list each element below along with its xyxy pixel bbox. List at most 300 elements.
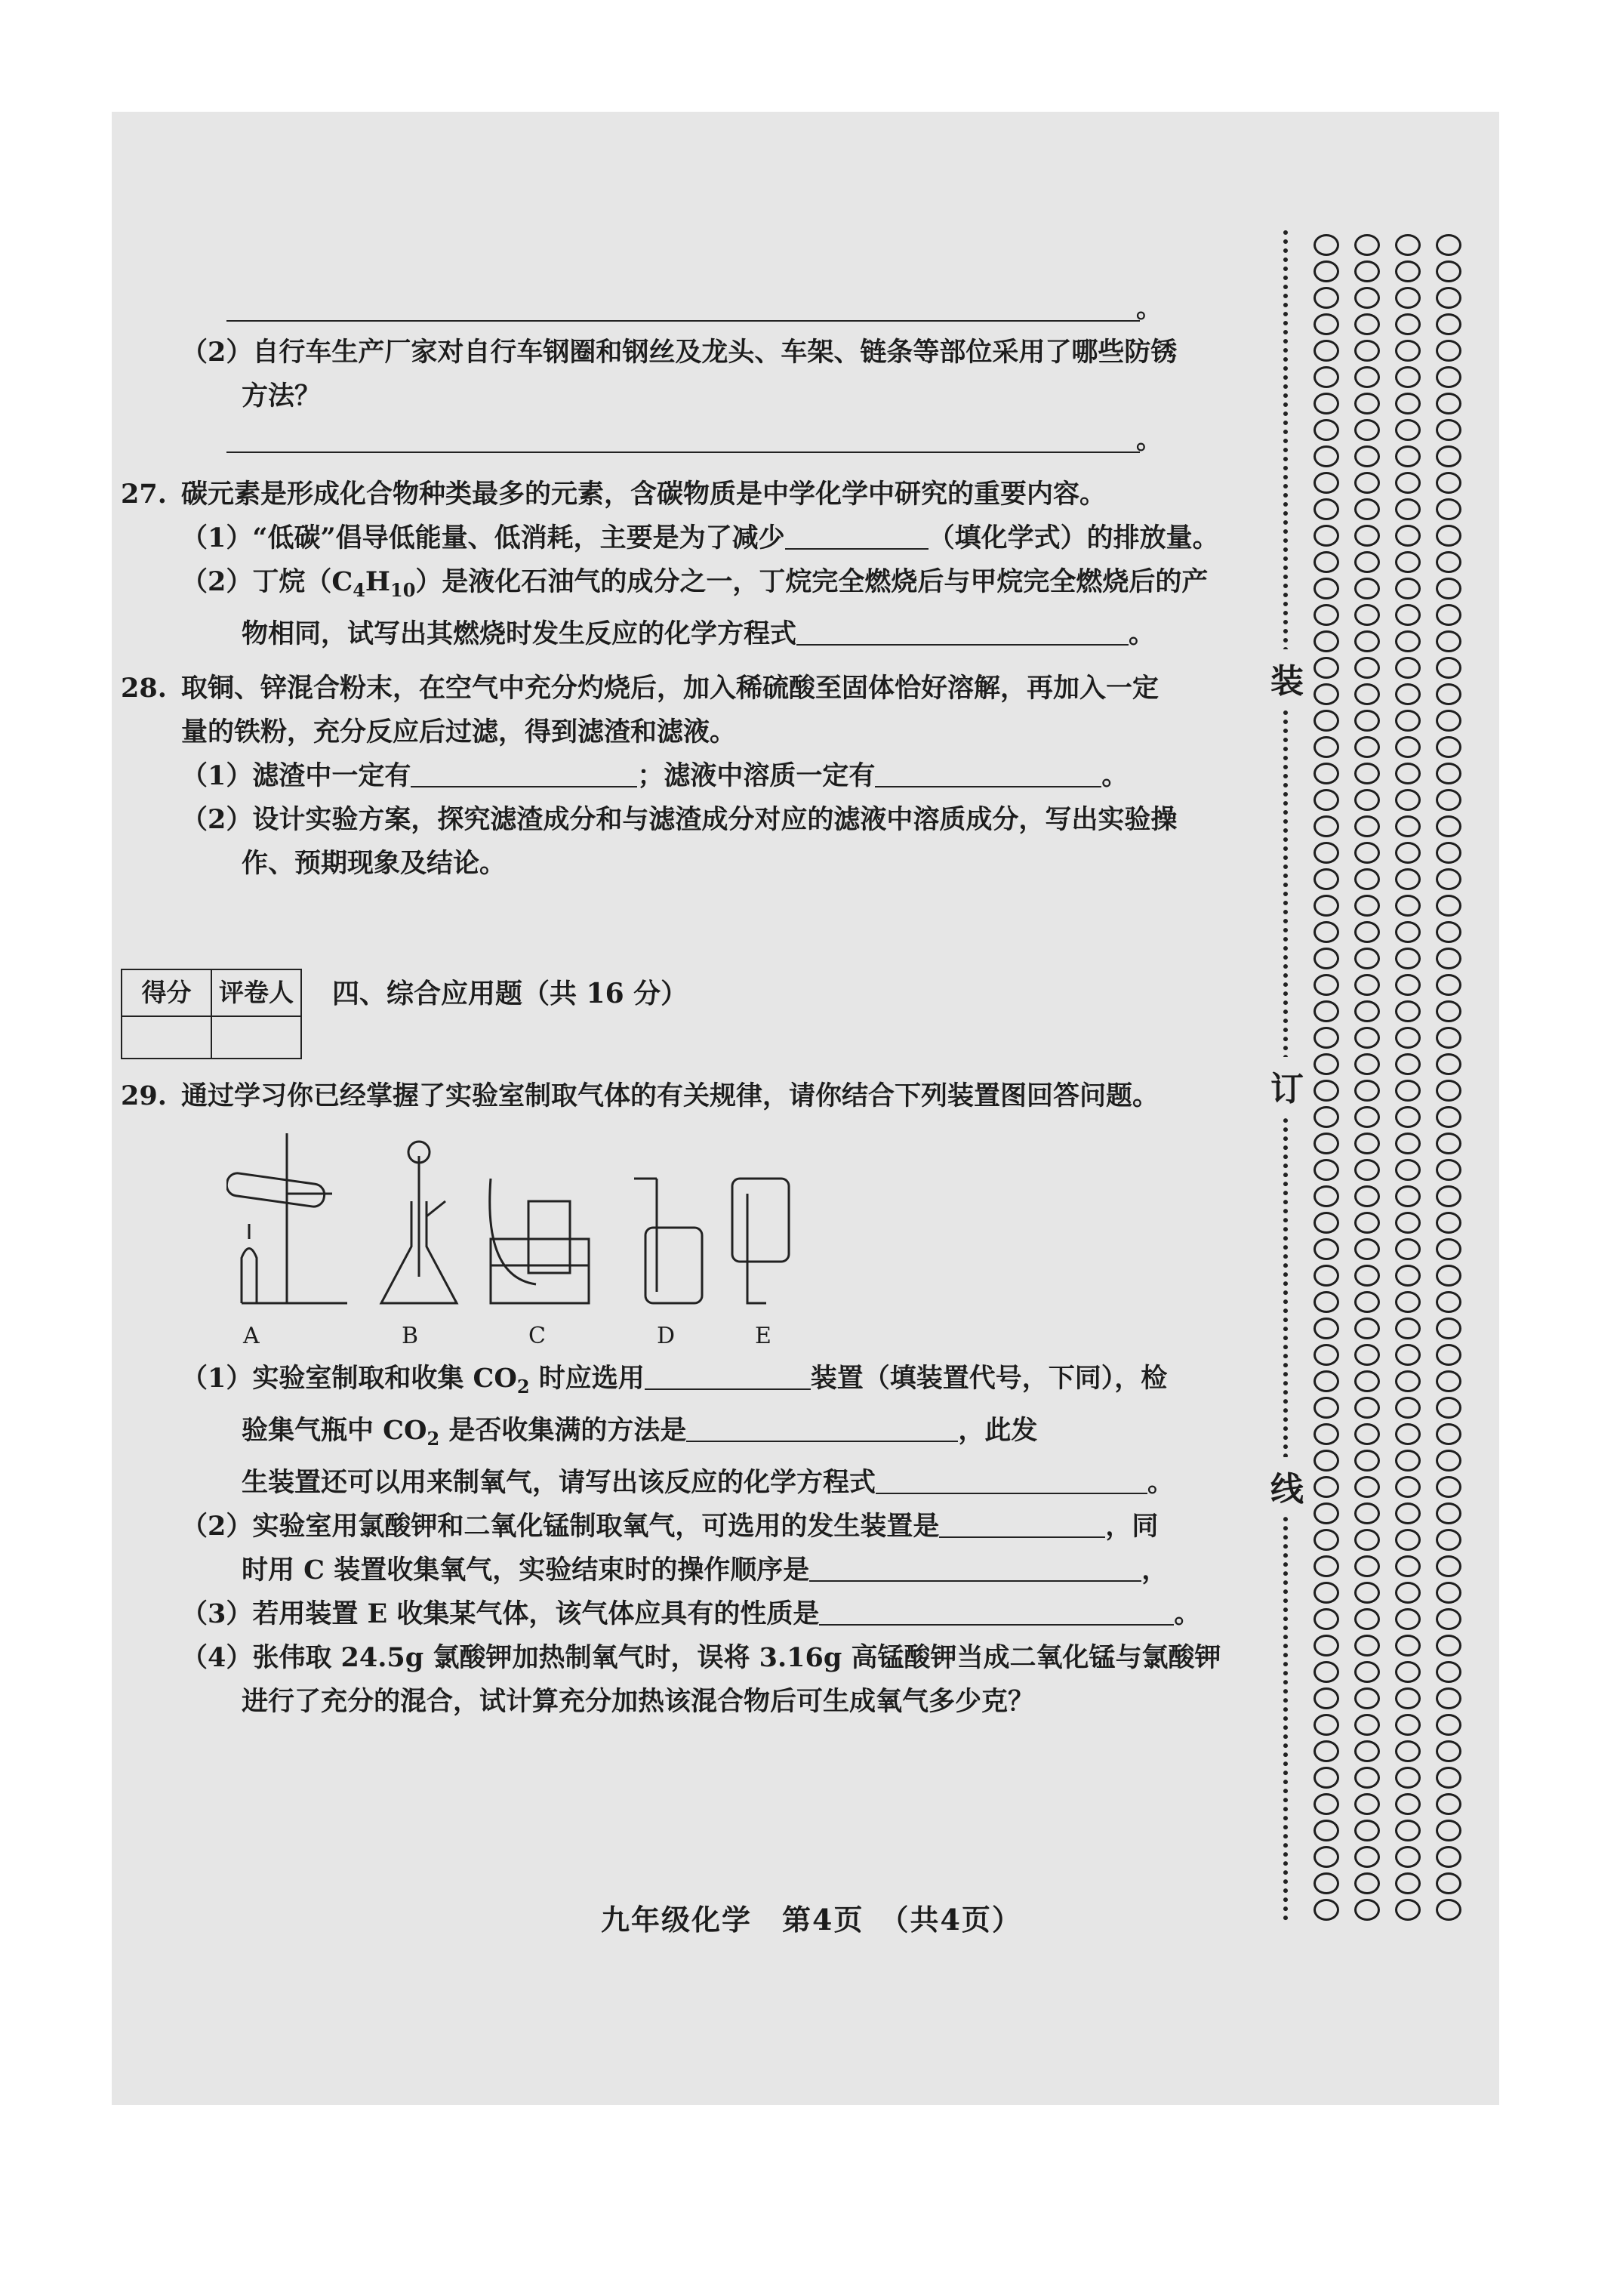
answer-blank[interactable] bbox=[645, 1363, 811, 1390]
binding-hole bbox=[1395, 578, 1421, 599]
binding-hole bbox=[1436, 1714, 1461, 1736]
binding-hole bbox=[1436, 366, 1461, 388]
answer-blank[interactable] bbox=[809, 1555, 1141, 1582]
binding-hole bbox=[1354, 763, 1380, 784]
binding-hole bbox=[1313, 921, 1339, 943]
binding-hole bbox=[1436, 1793, 1461, 1815]
binding-hole bbox=[1436, 1053, 1461, 1075]
answer-blank[interactable] bbox=[686, 1415, 958, 1442]
binding-hole bbox=[1313, 1529, 1339, 1551]
binding-hole bbox=[1313, 1212, 1339, 1234]
binding-hole bbox=[1313, 445, 1339, 467]
binding-hole bbox=[1354, 1318, 1380, 1339]
binding-hole bbox=[1313, 1608, 1339, 1630]
binding-hole bbox=[1436, 1397, 1461, 1419]
binding-hole bbox=[1354, 604, 1380, 626]
q29-p1-line3-text: 生装置还可以用来制氧气，请写出该反应的化学方程式 bbox=[242, 1467, 876, 1498]
binding-hole bbox=[1313, 657, 1339, 679]
subscript: 4 bbox=[353, 579, 365, 601]
apparatus-label-c: C bbox=[528, 1323, 546, 1349]
binding-hole bbox=[1354, 578, 1380, 599]
binding-hole bbox=[1313, 313, 1339, 335]
apparatus-label-a: A bbox=[243, 1323, 260, 1349]
binding-hole bbox=[1395, 683, 1421, 705]
binding-hole bbox=[1436, 842, 1461, 864]
binding-holes bbox=[1313, 234, 1477, 1925]
binding-hole bbox=[1436, 525, 1461, 547]
binding-hole bbox=[1354, 1027, 1380, 1049]
answer-line[interactable] bbox=[121, 287, 1170, 331]
score-box bbox=[121, 969, 302, 1059]
binding-hole bbox=[1436, 815, 1461, 837]
binding-hole bbox=[1354, 710, 1380, 732]
binding-hole bbox=[1395, 1846, 1421, 1868]
binding-hole bbox=[1436, 234, 1461, 256]
period: 。 bbox=[1135, 293, 1163, 324]
binding-hole bbox=[1354, 1450, 1380, 1472]
binding-hole bbox=[1436, 789, 1461, 811]
part-label: （4） bbox=[181, 1642, 253, 1673]
binding-hole bbox=[1354, 445, 1380, 467]
binding-hole bbox=[1395, 815, 1421, 837]
q29-p1-text: 实验室制取和收集 CO bbox=[252, 1363, 517, 1394]
binding-hole bbox=[1436, 472, 1461, 494]
binding-hole bbox=[1354, 393, 1380, 415]
period: 。 bbox=[1129, 618, 1156, 649]
binding-hole bbox=[1313, 1502, 1339, 1524]
binding-hole bbox=[1395, 1370, 1421, 1392]
binding-hole bbox=[1313, 578, 1339, 599]
binding-hole bbox=[1395, 1555, 1421, 1577]
binding-hole bbox=[1354, 551, 1380, 573]
part-label: （2） bbox=[181, 804, 253, 835]
binding-hole bbox=[1354, 1740, 1380, 1762]
binding-hole bbox=[1436, 445, 1461, 467]
delivery-tube bbox=[427, 1201, 445, 1216]
binding-hole bbox=[1313, 815, 1339, 837]
binding-hole bbox=[1313, 1291, 1339, 1313]
binding-hole bbox=[1354, 340, 1380, 362]
binding-hole bbox=[1436, 498, 1461, 520]
score-cell[interactable] bbox=[122, 1016, 211, 1059]
apparatus-diagram bbox=[226, 1126, 981, 1352]
part-label: （2） bbox=[181, 1511, 253, 1542]
q26-part2 bbox=[121, 331, 1178, 374]
binding-hole bbox=[1354, 1397, 1380, 1419]
binding-hole bbox=[1313, 1238, 1339, 1260]
binding-hole bbox=[1313, 498, 1339, 520]
q26-part2-line2: 方法？ bbox=[242, 381, 322, 411]
binding-hole bbox=[1395, 1344, 1421, 1366]
q28-stem bbox=[121, 667, 1170, 710]
subscript: 10 bbox=[390, 579, 416, 601]
q28-stem-line2: 量的铁粉，充分反应后过滤，得到滤渣和滤液。 bbox=[181, 717, 737, 747]
binding-hole bbox=[1313, 1000, 1339, 1022]
q28-part2 bbox=[121, 798, 1178, 842]
binding-hole bbox=[1436, 578, 1461, 599]
binding-hole bbox=[1354, 366, 1380, 388]
binding-hole bbox=[1354, 1370, 1380, 1392]
section-header bbox=[121, 969, 1170, 1059]
binding-hole bbox=[1395, 1106, 1421, 1128]
q29-part2 bbox=[121, 1505, 1170, 1549]
period: 。 bbox=[1174, 1598, 1201, 1629]
binding-hole bbox=[1354, 1291, 1380, 1313]
apparatus-drawing bbox=[226, 1126, 981, 1352]
q29-p1-after: 时应选用 bbox=[529, 1363, 645, 1394]
binding-hole bbox=[1395, 789, 1421, 811]
binding-hole bbox=[1436, 1899, 1461, 1921]
binding-hole bbox=[1354, 630, 1380, 652]
binding-hole bbox=[1436, 1820, 1461, 1841]
binding-hole bbox=[1395, 1635, 1421, 1657]
binding-hole bbox=[1436, 1370, 1461, 1392]
binding-hole bbox=[1436, 736, 1461, 758]
binding-hole bbox=[1313, 868, 1339, 890]
page-footer: 九年级化学 第4页 （共4页） bbox=[601, 1903, 1022, 1937]
binding-hole bbox=[1395, 921, 1421, 943]
binding-hole bbox=[1313, 340, 1339, 362]
binding-hole bbox=[1313, 260, 1339, 282]
binding-hole bbox=[1436, 1423, 1461, 1445]
q29-p3-text: 若用装置 E 收集某气体，该气体应具有的性质是 bbox=[252, 1598, 820, 1629]
binding-hole bbox=[1395, 868, 1421, 890]
binding-hole bbox=[1313, 1582, 1339, 1604]
binding-hole bbox=[1313, 1714, 1339, 1736]
binding-hole bbox=[1395, 260, 1421, 282]
binding-hole bbox=[1354, 1555, 1380, 1577]
binding-hole bbox=[1436, 1582, 1461, 1604]
binding-hole bbox=[1436, 287, 1461, 309]
binding-hole bbox=[1395, 1608, 1421, 1630]
binding-hole bbox=[1395, 1767, 1421, 1789]
score-label: 得分 bbox=[122, 969, 211, 1016]
q29-p4-line2: 进行了充分的混合，试计算充分加热该混合物后可生成氧气多少克？ bbox=[242, 1686, 1035, 1717]
binding-hole bbox=[1395, 445, 1421, 467]
binding-hole bbox=[1436, 393, 1461, 415]
binding-hole bbox=[1436, 1080, 1461, 1102]
grader-cell[interactable] bbox=[211, 1016, 301, 1059]
subscript: 2 bbox=[427, 1428, 440, 1450]
binding-hole bbox=[1436, 1185, 1461, 1207]
binding-hole bbox=[1436, 1159, 1461, 1181]
binding-hole bbox=[1354, 1899, 1380, 1921]
binding-hole bbox=[1313, 604, 1339, 626]
binding-hole bbox=[1395, 287, 1421, 309]
answer-blank[interactable] bbox=[819, 1598, 1174, 1626]
binding-hole bbox=[1436, 1476, 1461, 1498]
binding-hole bbox=[1354, 498, 1380, 520]
binding-hole bbox=[1436, 763, 1461, 784]
q29-part3 bbox=[121, 1592, 1201, 1636]
binding-hole bbox=[1313, 1476, 1339, 1498]
binding-hole bbox=[1354, 1846, 1380, 1868]
binding-hole bbox=[1354, 895, 1380, 917]
q27-part1 bbox=[121, 516, 1219, 560]
q27-part2 bbox=[121, 560, 1209, 612]
binding-hole bbox=[1436, 630, 1461, 652]
binding-hole bbox=[1354, 736, 1380, 758]
binding-hole bbox=[1354, 1608, 1380, 1630]
binding-hole bbox=[1436, 1344, 1461, 1366]
part-label: （1） bbox=[181, 760, 253, 791]
binding-hole bbox=[1354, 1238, 1380, 1260]
binding-hole bbox=[1313, 419, 1339, 441]
binding-hole bbox=[1436, 1502, 1461, 1524]
exam-content bbox=[121, 279, 1221, 1724]
binding-hole bbox=[1436, 1000, 1461, 1022]
binding-char-zhuang: 装 bbox=[1270, 649, 1304, 707]
answer-blank[interactable] bbox=[875, 760, 1101, 787]
binding-hole bbox=[1354, 525, 1380, 547]
binding-hole bbox=[1313, 1159, 1339, 1181]
answer-line[interactable] bbox=[121, 418, 1170, 462]
water-trough bbox=[491, 1239, 589, 1303]
q29-part2-line2 bbox=[121, 1549, 1170, 1592]
section-title: 四、综合应用题（共 16 分） bbox=[332, 978, 688, 1009]
binding-hole bbox=[1313, 393, 1339, 415]
binding-hole bbox=[1313, 1265, 1339, 1287]
answer-blank[interactable] bbox=[411, 760, 637, 787]
binding-hole bbox=[1395, 842, 1421, 864]
subscript: 2 bbox=[516, 1376, 530, 1398]
q27-p1-text: “低碳”倡导低能量、低消耗，主要是为了减少 bbox=[252, 522, 785, 553]
binding-hole bbox=[1395, 313, 1421, 335]
binding-hole bbox=[1354, 1133, 1380, 1154]
period: 。 bbox=[1101, 760, 1129, 791]
binding-hole bbox=[1436, 1555, 1461, 1577]
binding-hole bbox=[1395, 1502, 1421, 1524]
binding-hole bbox=[1354, 287, 1380, 309]
q27-stem bbox=[121, 473, 1170, 516]
binding-hole bbox=[1395, 1476, 1421, 1498]
binding-hole bbox=[1354, 1265, 1380, 1287]
binding-hole bbox=[1436, 1846, 1461, 1868]
binding-hole bbox=[1436, 1238, 1461, 1260]
test-tube bbox=[226, 1172, 325, 1208]
q29-p1-end: 装置（填装置代号，下同），检 bbox=[810, 1363, 1168, 1394]
binding-hole bbox=[1354, 419, 1380, 441]
binding-hole bbox=[1313, 472, 1339, 494]
binding-hole bbox=[1313, 763, 1339, 784]
binding-hole bbox=[1313, 1423, 1339, 1445]
binding-hole bbox=[1436, 1529, 1461, 1551]
question-number: 27. bbox=[121, 479, 167, 510]
binding-hole bbox=[1313, 1344, 1339, 1366]
binding-hole bbox=[1436, 260, 1461, 282]
binding-hole bbox=[1313, 1053, 1339, 1075]
binding-hole bbox=[1313, 1027, 1339, 1049]
comma: ， bbox=[1141, 1555, 1169, 1586]
apparatus-label-b: B bbox=[402, 1323, 419, 1349]
binding-hole bbox=[1395, 1661, 1421, 1683]
binding-hole bbox=[1395, 974, 1421, 996]
binding-hole bbox=[1354, 921, 1380, 943]
binding-hole bbox=[1395, 551, 1421, 573]
binding-char-ding: 订 bbox=[1270, 1057, 1304, 1114]
binding-hole bbox=[1354, 974, 1380, 996]
q29-p1-line2-mid: 是否收集满的方法是 bbox=[439, 1415, 687, 1446]
answer-blank[interactable] bbox=[785, 522, 929, 550]
binding-hole bbox=[1313, 1080, 1339, 1102]
binding-hole bbox=[1436, 683, 1461, 705]
binding-hole bbox=[1436, 419, 1461, 441]
q27-p2-text: 丁烷（C bbox=[252, 566, 353, 597]
q28-stem-text: 取铜、锌混合粉末，在空气中充分灼烧后，加入稀硫酸至固体恰好溶解，再加入一定 bbox=[181, 673, 1160, 704]
gas-bottle-d bbox=[645, 1228, 702, 1303]
period: 。 bbox=[1135, 424, 1163, 455]
binding-hole bbox=[1354, 1000, 1380, 1022]
binding-hole bbox=[1395, 1397, 1421, 1419]
binding-hole bbox=[1395, 1053, 1421, 1075]
binding-hole bbox=[1313, 1793, 1339, 1815]
q29-stem bbox=[121, 1074, 1170, 1118]
binding-hole bbox=[1436, 313, 1461, 335]
binding-hole bbox=[1354, 1872, 1380, 1894]
binding-hole bbox=[1354, 683, 1380, 705]
q27-stem-text: 碳元素是形成化合物种类最多的元素，含碳物质是中学化学中研究的重要内容。 bbox=[181, 479, 1107, 510]
q27-p1-after: （填化学式）的排放量。 bbox=[928, 522, 1219, 553]
binding-hole bbox=[1354, 1344, 1380, 1366]
binding-hole bbox=[1313, 1635, 1339, 1657]
binding-hole bbox=[1354, 815, 1380, 837]
binding-hole bbox=[1395, 1265, 1421, 1287]
binding-hole bbox=[1436, 657, 1461, 679]
q29-p4-text: 张伟取 24.5g 氯酸钾加热制氧气时，误将 3.16g 高锰酸钾当成二氧化锰与氯酸钾 bbox=[252, 1642, 1221, 1673]
binding-hole bbox=[1313, 287, 1339, 309]
e-tube bbox=[747, 1194, 766, 1303]
binding-hole bbox=[1436, 1106, 1461, 1128]
binding-hole bbox=[1313, 1133, 1339, 1154]
binding-hole bbox=[1395, 234, 1421, 256]
binding-hole bbox=[1313, 736, 1339, 758]
binding-hole bbox=[1313, 1740, 1339, 1762]
period: 。 bbox=[1147, 1467, 1175, 1498]
binding-hole bbox=[1354, 234, 1380, 256]
q29-p2-line2-text: 时用 C 装置收集氧气，实验结束时的操作顺序是 bbox=[242, 1555, 810, 1586]
part-label: （1） bbox=[181, 1363, 253, 1394]
binding-hole bbox=[1395, 630, 1421, 652]
binding-hole bbox=[1354, 1687, 1380, 1709]
question-number: 29. bbox=[121, 1080, 167, 1111]
binding-hole bbox=[1313, 525, 1339, 547]
binding-hole bbox=[1354, 1635, 1380, 1657]
binding-hole bbox=[1436, 1133, 1461, 1154]
binding-hole bbox=[1395, 763, 1421, 784]
binding-hole bbox=[1313, 1106, 1339, 1128]
binding-hole bbox=[1395, 1793, 1421, 1815]
binding-hole bbox=[1354, 842, 1380, 864]
q29-p2-end: ，同 bbox=[1105, 1511, 1159, 1542]
binding-hole bbox=[1395, 1740, 1421, 1762]
binding-hole bbox=[1354, 1159, 1380, 1181]
binding-hole bbox=[1313, 842, 1339, 864]
binding-hole bbox=[1354, 1080, 1380, 1102]
binding-hole bbox=[1354, 657, 1380, 679]
binding-hole bbox=[1436, 1265, 1461, 1287]
answer-blank[interactable] bbox=[876, 1467, 1147, 1494]
binding-char-xian: 线 bbox=[1270, 1457, 1304, 1515]
binding-hole bbox=[1313, 683, 1339, 705]
binding-hole bbox=[1395, 1318, 1421, 1339]
binding-hole bbox=[1354, 1476, 1380, 1498]
binding-hole bbox=[1313, 366, 1339, 388]
q28-part1 bbox=[121, 754, 1170, 798]
q27-p2-h: H bbox=[365, 566, 390, 597]
binding-hole bbox=[1354, 1212, 1380, 1234]
part-label: （1） bbox=[181, 522, 253, 553]
binding-hole bbox=[1354, 1714, 1380, 1736]
binding-hole bbox=[1313, 551, 1339, 573]
binding-hole bbox=[1354, 1185, 1380, 1207]
binding-hole bbox=[1395, 1687, 1421, 1709]
binding-hole bbox=[1395, 1185, 1421, 1207]
q29-part1-line3 bbox=[121, 1461, 1175, 1505]
q29-part4 bbox=[121, 1636, 1221, 1680]
binding-hole bbox=[1395, 419, 1421, 441]
binding-hole bbox=[1436, 1661, 1461, 1683]
binding-hole bbox=[1313, 1899, 1339, 1921]
binding-hole bbox=[1354, 948, 1380, 969]
binding-hole bbox=[1436, 868, 1461, 890]
binding-hole bbox=[1436, 1450, 1461, 1472]
binding-hole bbox=[1313, 1846, 1339, 1868]
apparatus-label-e: E bbox=[755, 1323, 771, 1349]
binding-hole bbox=[1395, 604, 1421, 626]
binding-hole bbox=[1395, 472, 1421, 494]
binding-hole bbox=[1313, 1767, 1339, 1789]
binding-hole bbox=[1354, 1661, 1380, 1683]
binding-hole bbox=[1436, 921, 1461, 943]
answer-blank[interactable] bbox=[939, 1511, 1105, 1538]
binding-hole bbox=[1395, 1450, 1421, 1472]
binding-hole bbox=[1436, 551, 1461, 573]
binding-hole bbox=[1395, 1872, 1421, 1894]
binding-hole bbox=[1436, 1291, 1461, 1313]
binding-hole bbox=[1354, 260, 1380, 282]
q29-p1-line2-text: 验集气瓶中 CO bbox=[242, 1415, 427, 1446]
binding-hole bbox=[1313, 1185, 1339, 1207]
binding-hole bbox=[1436, 1687, 1461, 1709]
binding-hole bbox=[1354, 1502, 1380, 1524]
part-label: （3） bbox=[181, 1598, 253, 1629]
q28-p1-mid: ；滤液中溶质一定有 bbox=[637, 760, 876, 791]
binding-hole bbox=[1354, 1053, 1380, 1075]
binding-hole bbox=[1395, 1212, 1421, 1234]
binding-hole bbox=[1436, 1740, 1461, 1762]
binding-hole bbox=[1354, 789, 1380, 811]
binding-hole bbox=[1354, 1106, 1380, 1128]
part-label: （2） bbox=[181, 337, 253, 368]
binding-hole bbox=[1436, 604, 1461, 626]
binding-hole bbox=[1313, 1450, 1339, 1472]
grader-label: 评卷人 bbox=[211, 969, 301, 1016]
binding-hole bbox=[1395, 525, 1421, 547]
q29-part1-line2 bbox=[121, 1409, 1170, 1461]
binding-hole bbox=[1395, 895, 1421, 917]
answer-blank[interactable] bbox=[796, 618, 1129, 646]
binding-hole bbox=[1354, 1767, 1380, 1789]
binding-hole bbox=[1436, 710, 1461, 732]
q26-part2-text1: 自行车生产厂家对自行车钢圈和钢丝及龙头、车架、链条等部位采用了哪些防锈 bbox=[252, 337, 1178, 368]
binding-hole bbox=[1436, 1318, 1461, 1339]
binding-hole bbox=[1395, 1027, 1421, 1049]
binding-hole bbox=[1395, 1529, 1421, 1551]
binding-hole bbox=[1436, 1212, 1461, 1234]
binding-hole bbox=[1395, 1423, 1421, 1445]
binding-hole bbox=[1395, 393, 1421, 415]
q28-p2-text: 设计实验方案，探究滤渣成分和与滤渣成分对应的滤液中溶质成分，写出实验操 bbox=[252, 804, 1178, 835]
